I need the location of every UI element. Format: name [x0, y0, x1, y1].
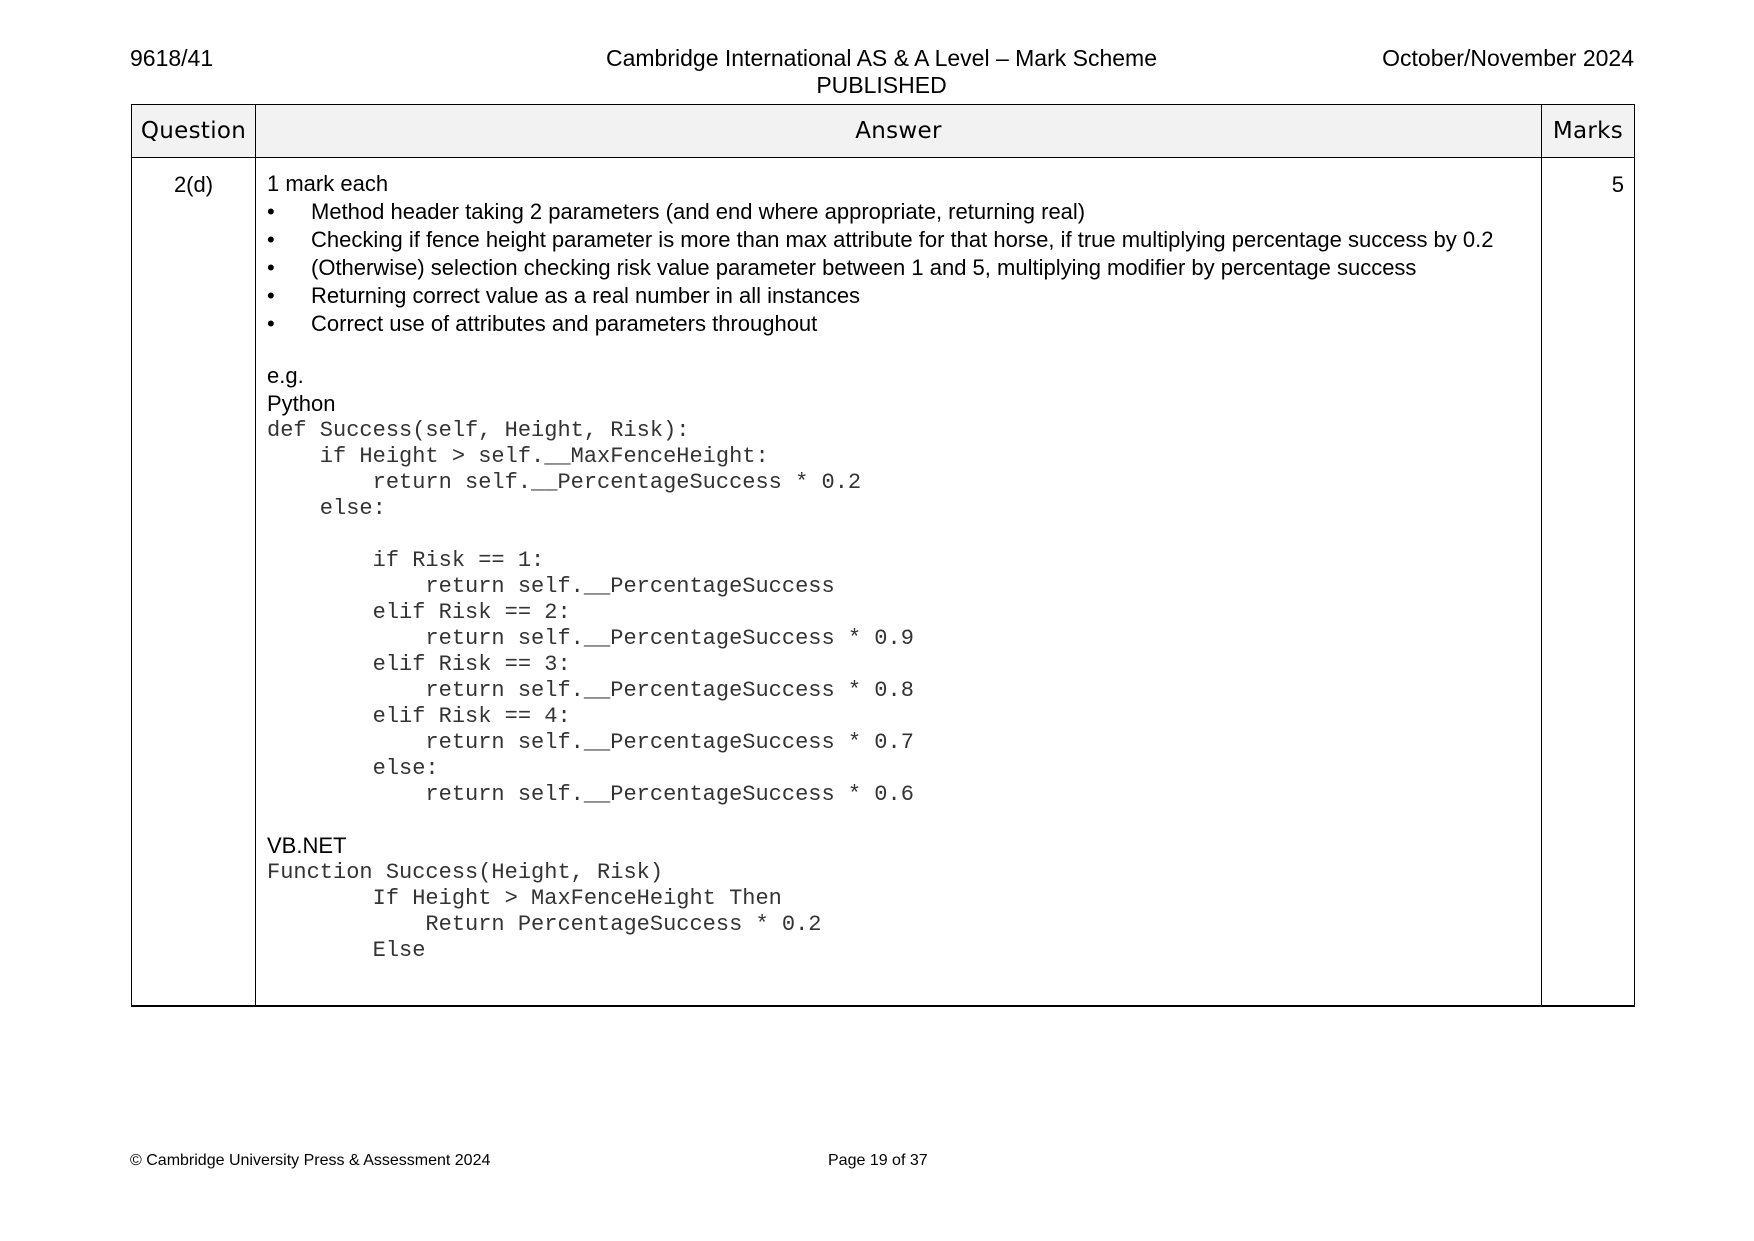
- marks-column-header: Marks: [1542, 105, 1635, 158]
- marking-criteria-list: [267, 198, 1531, 338]
- python-label: Python: [267, 391, 336, 416]
- exam-session: October/November 2024: [1382, 45, 1634, 71]
- mark-scheme-table: [131, 104, 1635, 1007]
- marks-value: 5: [1542, 158, 1635, 1006]
- page-number: Page 19 of 37: [828, 1152, 928, 1169]
- example-label: e.g.: [267, 363, 304, 388]
- answer-cell: [256, 158, 1542, 1006]
- question-column-header: Question: [132, 105, 256, 158]
- criterion-item: • (Otherwise) selection checking risk value parameter between 1 and 5, multiplying modifier by percentage success: [267, 254, 1531, 282]
- mark-intro: 1 mark each: [267, 171, 389, 196]
- document-title: Cambridge International AS & A Level – Mark Scheme: [605, 45, 1158, 71]
- paper-code: 9618/41: [130, 45, 214, 71]
- document-subtitle: PUBLISHED: [816, 72, 947, 98]
- copyright-notice: © Cambridge University Press & Assessment 2024: [130, 1152, 491, 1169]
- document-title-block: [500, 45, 1263, 99]
- criterion-item: • Returning correct value as a real number in all instances: [267, 282, 1531, 310]
- question-number: 2(d): [132, 158, 256, 1006]
- criterion-item: • Correct use of attributes and parameters throughout: [267, 310, 1531, 338]
- criterion-item: • Method header taking 2 parameters (and end where appropriate, returning real): [267, 198, 1531, 226]
- vbnet-code-block: Function Success(Height, Risk) If Height > MaxFenceHeight Then Return PercentageSuccess * 0.2 Else: [267, 860, 822, 963]
- criterion-item: • Checking if fence height parameter is more than max attribute for that horse, if true multiplying percentage success by 0.2: [267, 226, 1531, 254]
- python-code-block: def Success(self, Height, Risk): if Height > self.__MaxFenceHeight: return self.__PercentageSuccess * 0.2 else: if Risk == 1: return self.__PercentageSuccess elif Risk == 2: return self.__PercentageSuccess * 0.9 elif Risk == 3: return self.__PercentageSuccess * 0.8 elif Risk == 4: return self.__PercentageSuccess * 0.7 else: return self.__PercentageSuccess * 0.6: [267, 418, 914, 807]
- vbnet-label: VB.NET: [267, 833, 347, 858]
- table-header-row: [132, 105, 1635, 158]
- table-row: [132, 158, 1635, 1006]
- answer-column-header: Answer: [256, 105, 1542, 158]
